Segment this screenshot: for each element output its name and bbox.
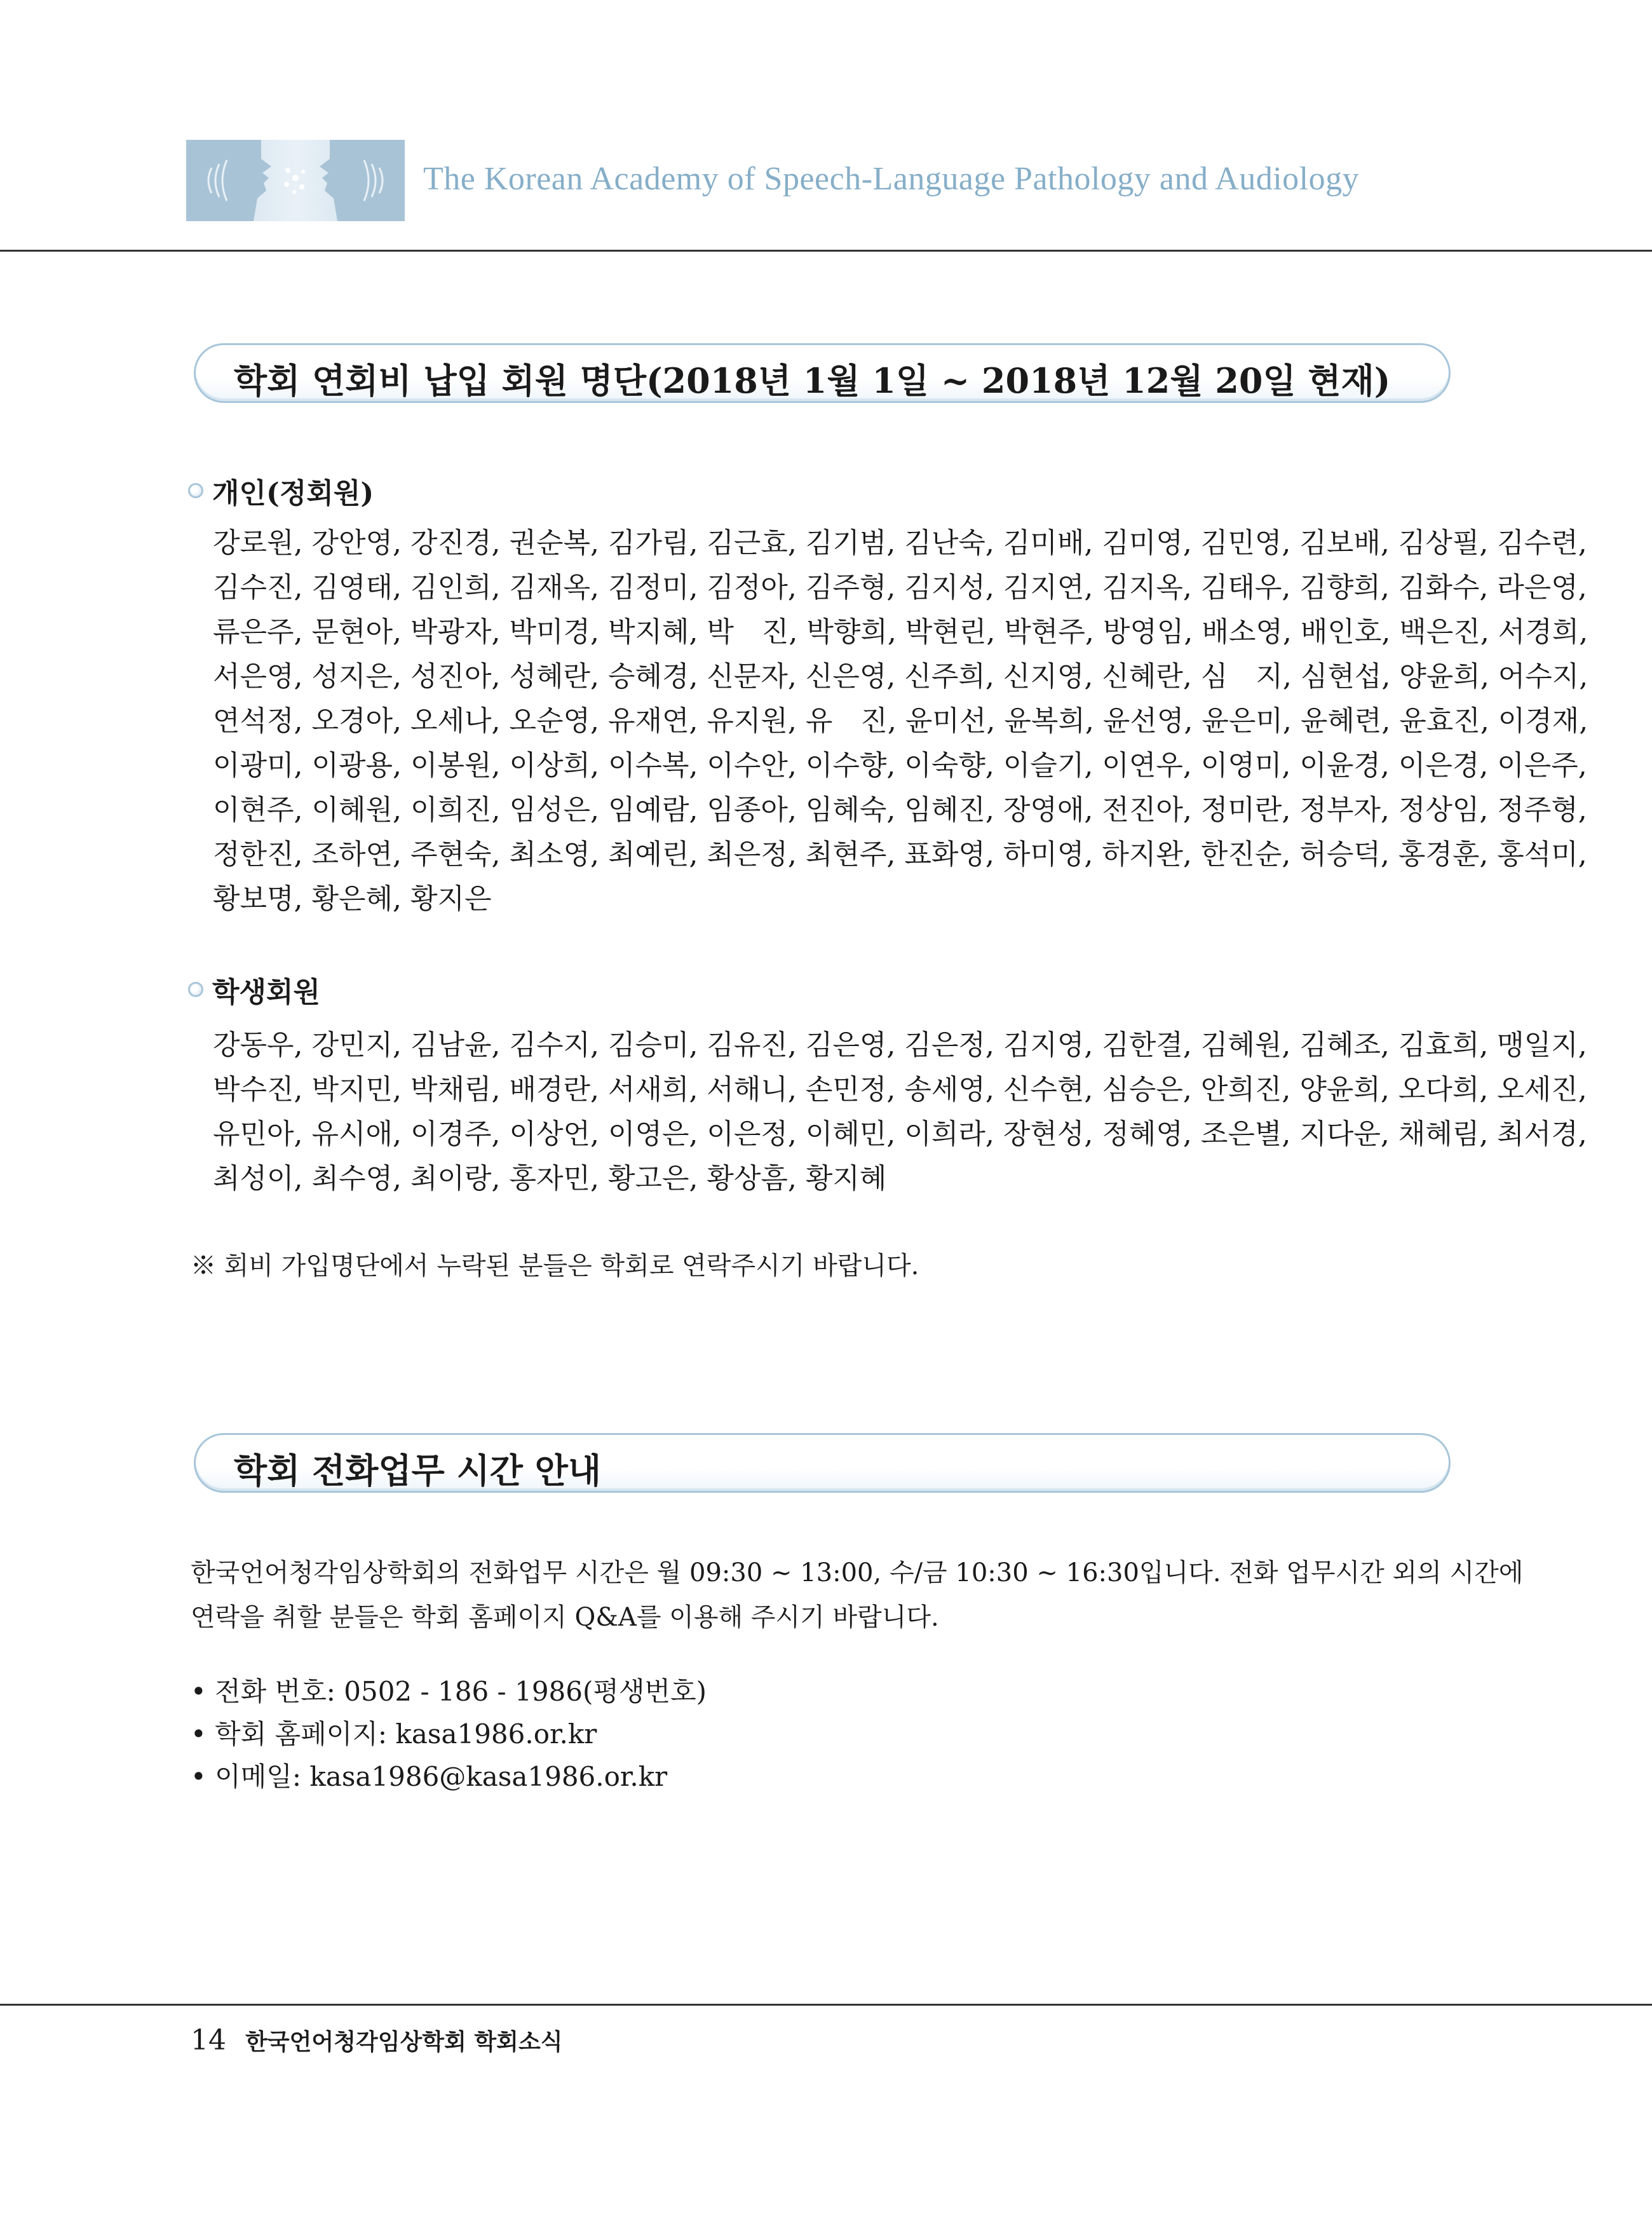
name-line: 연석정, 오경아, 오세나, 오순영, 유재연, 유지원, 유 진, 윤미선, 윤복희, 윤선영, 윤은미, 윤혜련, 윤효진, 이경재,: [213, 705, 1588, 737]
name-line: 박수진, 박지민, 박채림, 배경란, 서새희, 서해니, 손민정, 송세영, 신수현, 심승은, 안희진, 양윤희, 오다희, 오세진,: [213, 1073, 1587, 1106]
name-line: 유민아, 유시애, 이경주, 이상언, 이영은, 이은정, 이혜민, 이희라, 장현성, 정혜영, 조은별, 지다운, 채혜림, 최서경,: [213, 1118, 1587, 1150]
contact-homepage: • 학회 홈페이지: kasa1986.or.kr: [191, 1718, 597, 1750]
circle-bullet-icon: [188, 982, 203, 997]
student-members-heading: [188, 969, 320, 1010]
header-divider: [0, 250, 1652, 252]
regular-members-list: [213, 521, 1588, 921]
phone-section-title-box: [194, 1433, 1451, 1493]
contact-email: • 이메일: kasa1986@kasa1986.or.kr: [191, 1761, 668, 1792]
circle-bullet-icon: [188, 483, 203, 498]
contact-phone: • 전화 번호: 0502 - 186 - 1986(평생번호): [191, 1676, 707, 1707]
name-line: 김수진, 김영태, 김인희, 김재옥, 김정미, 김정아, 김주형, 김지성, 김지연, 김지옥, 김태우, 김향희, 김화수, 라은영,: [213, 571, 1587, 604]
student-members-list: [213, 1023, 1587, 1201]
academy-logo-icon: [186, 140, 405, 221]
name-line: 류은주, 문현아, 박광자, 박미경, 박지혜, 박 진, 박향희, 박현린, 박현주, 방영임, 배소영, 배인호, 백은진, 서경희,: [213, 616, 1588, 648]
regular-members-heading: [188, 470, 374, 511]
name-line: 강동우, 강민지, 김남윤, 김수지, 김승미, 김유진, 김은영, 김은정, 김지영, 김한결, 김혜원, 김혜조, 김효희, 맹일지,: [213, 1029, 1587, 1061]
name-line: 최성이, 최수영, 최이랑, 홍자민, 황고은, 황상흠, 황지혜: [213, 1162, 887, 1195]
members-section-title-box: [194, 343, 1451, 403]
regular-members-heading-label: 개인(정회원): [212, 477, 374, 510]
name-line: 서은영, 성지은, 성진아, 성혜란, 승혜경, 신문자, 신은영, 신주희, 신지영, 신혜란, 심 지, 심현섭, 양윤희, 어수지,: [213, 660, 1588, 693]
phone-section-title: 학회 전화업무 시간 안내: [234, 1450, 602, 1491]
publication-name: 한국언어청각임상학회 학회소식: [245, 2029, 563, 2055]
contact-list: [191, 1670, 707, 1798]
student-members-heading-label: 학생회원: [212, 976, 321, 1009]
members-section-title: 학회 연회비 납입 회원 명단(2018년 1월 1일 ~ 2018년 12월 20일 현재): [234, 360, 1391, 401]
page-number: 14: [191, 2024, 226, 2057]
name-line: 이현주, 이혜원, 이희진, 임성은, 임예람, 임종아, 임혜숙, 임혜진, 장영애, 전진아, 정미란, 정부자, 정상임, 정주형,: [213, 794, 1587, 826]
omission-note: ※ 회비 가입명단에서 누락된 분들은 학회로 연락주시기 바랍니다.: [191, 1251, 919, 1281]
name-line: 강로원, 강안영, 강진경, 권순복, 김가림, 김근효, 김기범, 김난숙, 김미배, 김미영, 김민영, 김보배, 김상필, 김수련,: [213, 527, 1587, 559]
paragraph-line: 연락을 취할 분들은 학회 홈페이지 Q&A를 이용해 주시기 바랍니다.: [191, 1603, 939, 1632]
name-line: 이광미, 이광용, 이봉원, 이상희, 이수복, 이수안, 이수향, 이숙향, 이슬기, 이연우, 이영미, 이윤경, 이은경, 이은주,: [213, 749, 1587, 782]
footer: [191, 2024, 563, 2057]
paragraph-line: 한국언어청각임상학회의 전화업무 시간은 월 09:30 ~ 13:00, 수/금 10:30 ~ 16:30입니다. 전화 업무시간 외의 시간에: [191, 1558, 1524, 1588]
footer-divider: [0, 2004, 1652, 2006]
phone-hours-paragraph: [191, 1551, 1524, 1640]
name-line: 정한진, 조하연, 주현숙, 최소영, 최예린, 최은정, 최현주, 표화영, 하미영, 하지완, 한진순, 허승덕, 홍경훈, 홍석미,: [213, 838, 1587, 871]
name-line: 황보명, 황은혜, 황지은: [213, 883, 492, 915]
header-title: The Korean Academy of Speech-Language Pathology and Audiology: [423, 161, 1360, 197]
